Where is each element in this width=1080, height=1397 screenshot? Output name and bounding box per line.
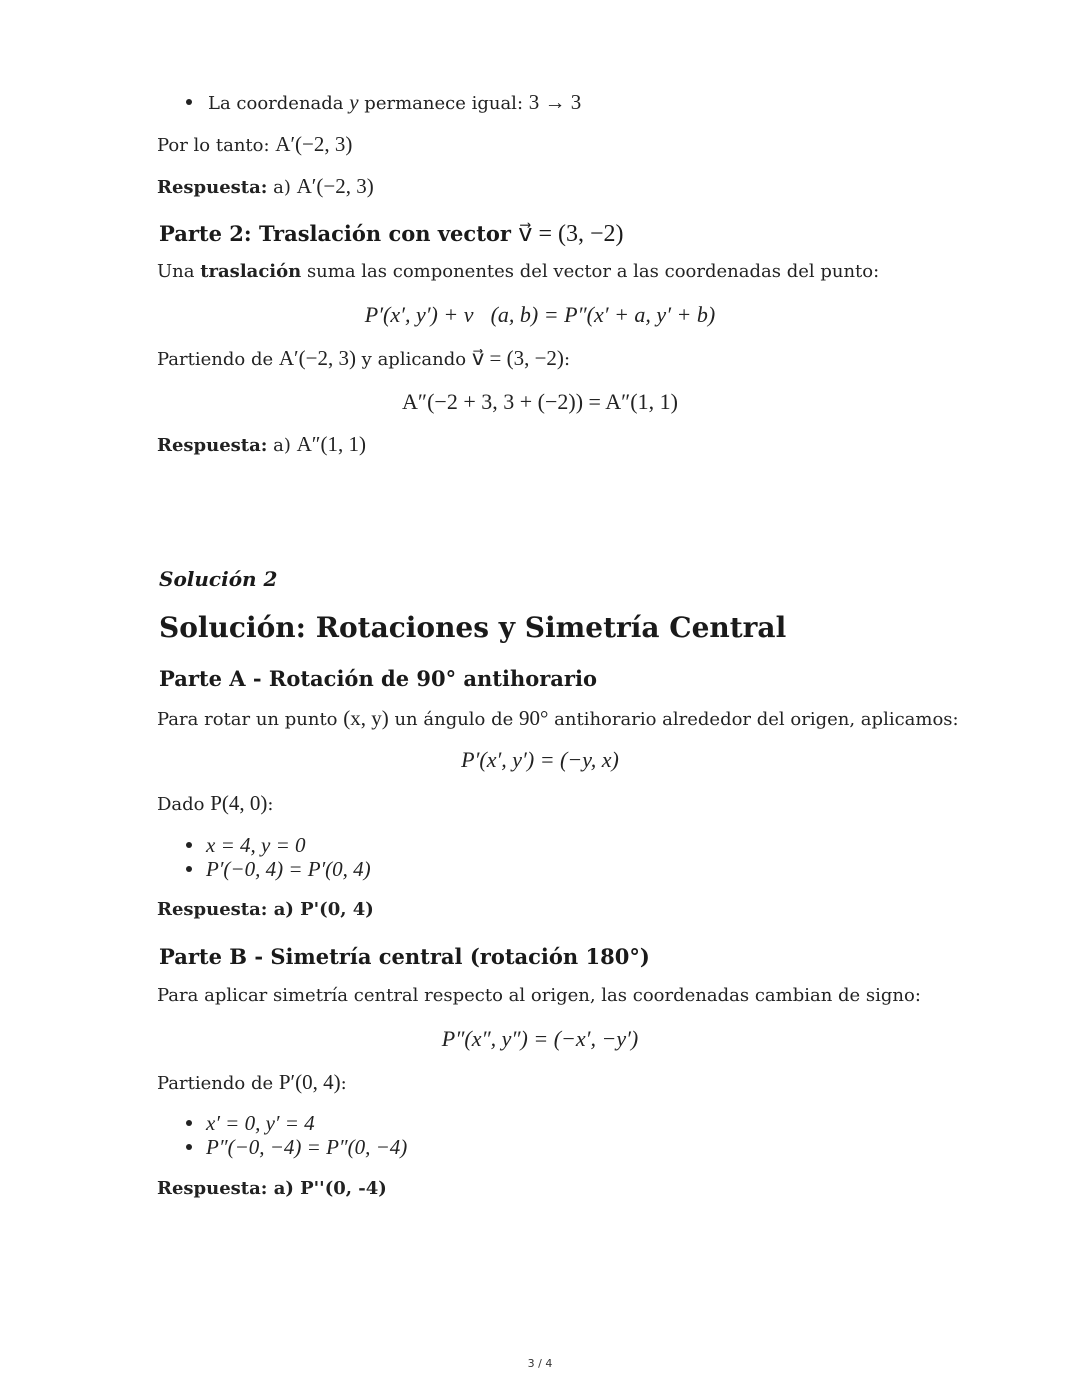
answer-label: Respuesta:: [157, 435, 268, 456]
bullet-y-unchanged: [186, 90, 581, 115]
math-a-prime: A′(−2, 3): [275, 132, 353, 156]
math-3-to-3: 3 → 3: [528, 90, 582, 114]
heading-parte-2: [159, 219, 624, 248]
text: a): [267, 177, 297, 198]
bullet-dot: [186, 1144, 192, 1150]
bullet-x-y-values: [186, 833, 305, 858]
math-a-double-prime: A″(1, 1): [296, 432, 367, 456]
text: antihorario alrededor del origen, aplicamos:: [548, 709, 959, 730]
math-p-prime: P′(0, 4): [278, 1070, 341, 1094]
text: :: [563, 349, 571, 370]
bullet-p-prime: [186, 857, 371, 882]
answer-1: [157, 174, 374, 199]
solution-2-label: Solución 2: [159, 567, 278, 591]
equation-text: P′(x′, y′) = (−y, x): [461, 747, 619, 772]
translation-description: [157, 261, 879, 282]
equation-translation: [0, 302, 1080, 328]
equation-symmetry: [0, 1026, 1080, 1052]
text: La coordenada: [208, 93, 350, 114]
bullet-x-prime-values: [186, 1111, 315, 1136]
given-p: [157, 791, 274, 816]
section-title: Solución: Rotaciones y Simetría Central: [159, 611, 787, 644]
math-y: y: [349, 90, 359, 114]
bold-term: traslación: [200, 261, 302, 282]
math-vector: v⃗ = (3, −2): [471, 346, 564, 370]
text: Partiendo de: [157, 1073, 279, 1094]
math-text: P′(−0, 4) = P′(0, 4): [206, 857, 371, 881]
bullet-dot: [186, 1120, 192, 1126]
equation-a-double-prime: [0, 389, 1080, 415]
math-text: P″(−0, −4) = P″(0, −4): [206, 1135, 408, 1159]
text: Para rotar un punto: [157, 709, 344, 730]
math-vector: v⃗ = (3, −2): [518, 221, 624, 247]
rotation-description: [157, 706, 959, 731]
text: Partiendo de: [157, 349, 279, 370]
text: y aplicando: [355, 349, 472, 370]
symmetry-description: Para aplicar simetría central respecto al origen, las coordenadas cambian de signo:: [157, 985, 921, 1006]
bullet-dot: [186, 866, 192, 872]
therefore-line: [157, 132, 352, 157]
text: Dado: [157, 794, 211, 815]
answer-label: Respuesta:: [157, 177, 268, 198]
equation-text: P′(x′, y′) + v⃗(a, b) = P″(x′ + a, y′ + b): [364, 302, 716, 327]
text: Una: [157, 261, 201, 282]
bullet-dot: [186, 99, 192, 105]
text: :: [267, 794, 274, 815]
math-text: x′ = 0, y′ = 4: [206, 1111, 315, 1135]
math-a-prime: A′(−2, 3): [278, 346, 356, 370]
math-90-deg: 90°: [519, 706, 549, 730]
math-xy: (x, y): [343, 706, 389, 730]
answer-parte-b: Respuesta: a) P''(0, -4): [157, 1178, 387, 1199]
starting-from-a-prime: [157, 346, 570, 371]
heading-text: Parte 2: Traslación con vector: [159, 221, 519, 246]
bullet-dot: [186, 842, 192, 848]
text: a): [267, 435, 297, 456]
text: :: [340, 1073, 347, 1094]
equation-rotation: [0, 747, 1080, 773]
equation-text: A″(−2 + 3, 3 + (−2)) = A″(1, 1): [402, 389, 678, 414]
text: un ángulo de: [388, 709, 520, 730]
text: permanece igual:: [358, 93, 529, 114]
text: Por lo tanto:: [157, 135, 276, 156]
equation-text: P″(x″, y″) = (−x′, −y′): [441, 1026, 639, 1051]
answer-parte-a: Respuesta: a) P'(0, 4): [157, 899, 374, 920]
starting-from-p-prime: [157, 1070, 347, 1095]
heading-parte-b: Parte B - Simetría central (rotación 180°): [159, 944, 650, 969]
answer-2: [157, 432, 366, 457]
heading-parte-a: Parte A - Rotación de 90° antihorario: [159, 666, 597, 691]
bullet-p-double-prime: [186, 1135, 407, 1160]
math-a-prime: A′(−2, 3): [296, 174, 374, 198]
math-p: P(4, 0): [210, 791, 268, 815]
math-text: x = 4, y = 0: [206, 833, 306, 857]
page-number: 3 / 4: [527, 1357, 553, 1370]
text: suma las componentes del vector a las coordenadas del punto:: [301, 261, 880, 282]
